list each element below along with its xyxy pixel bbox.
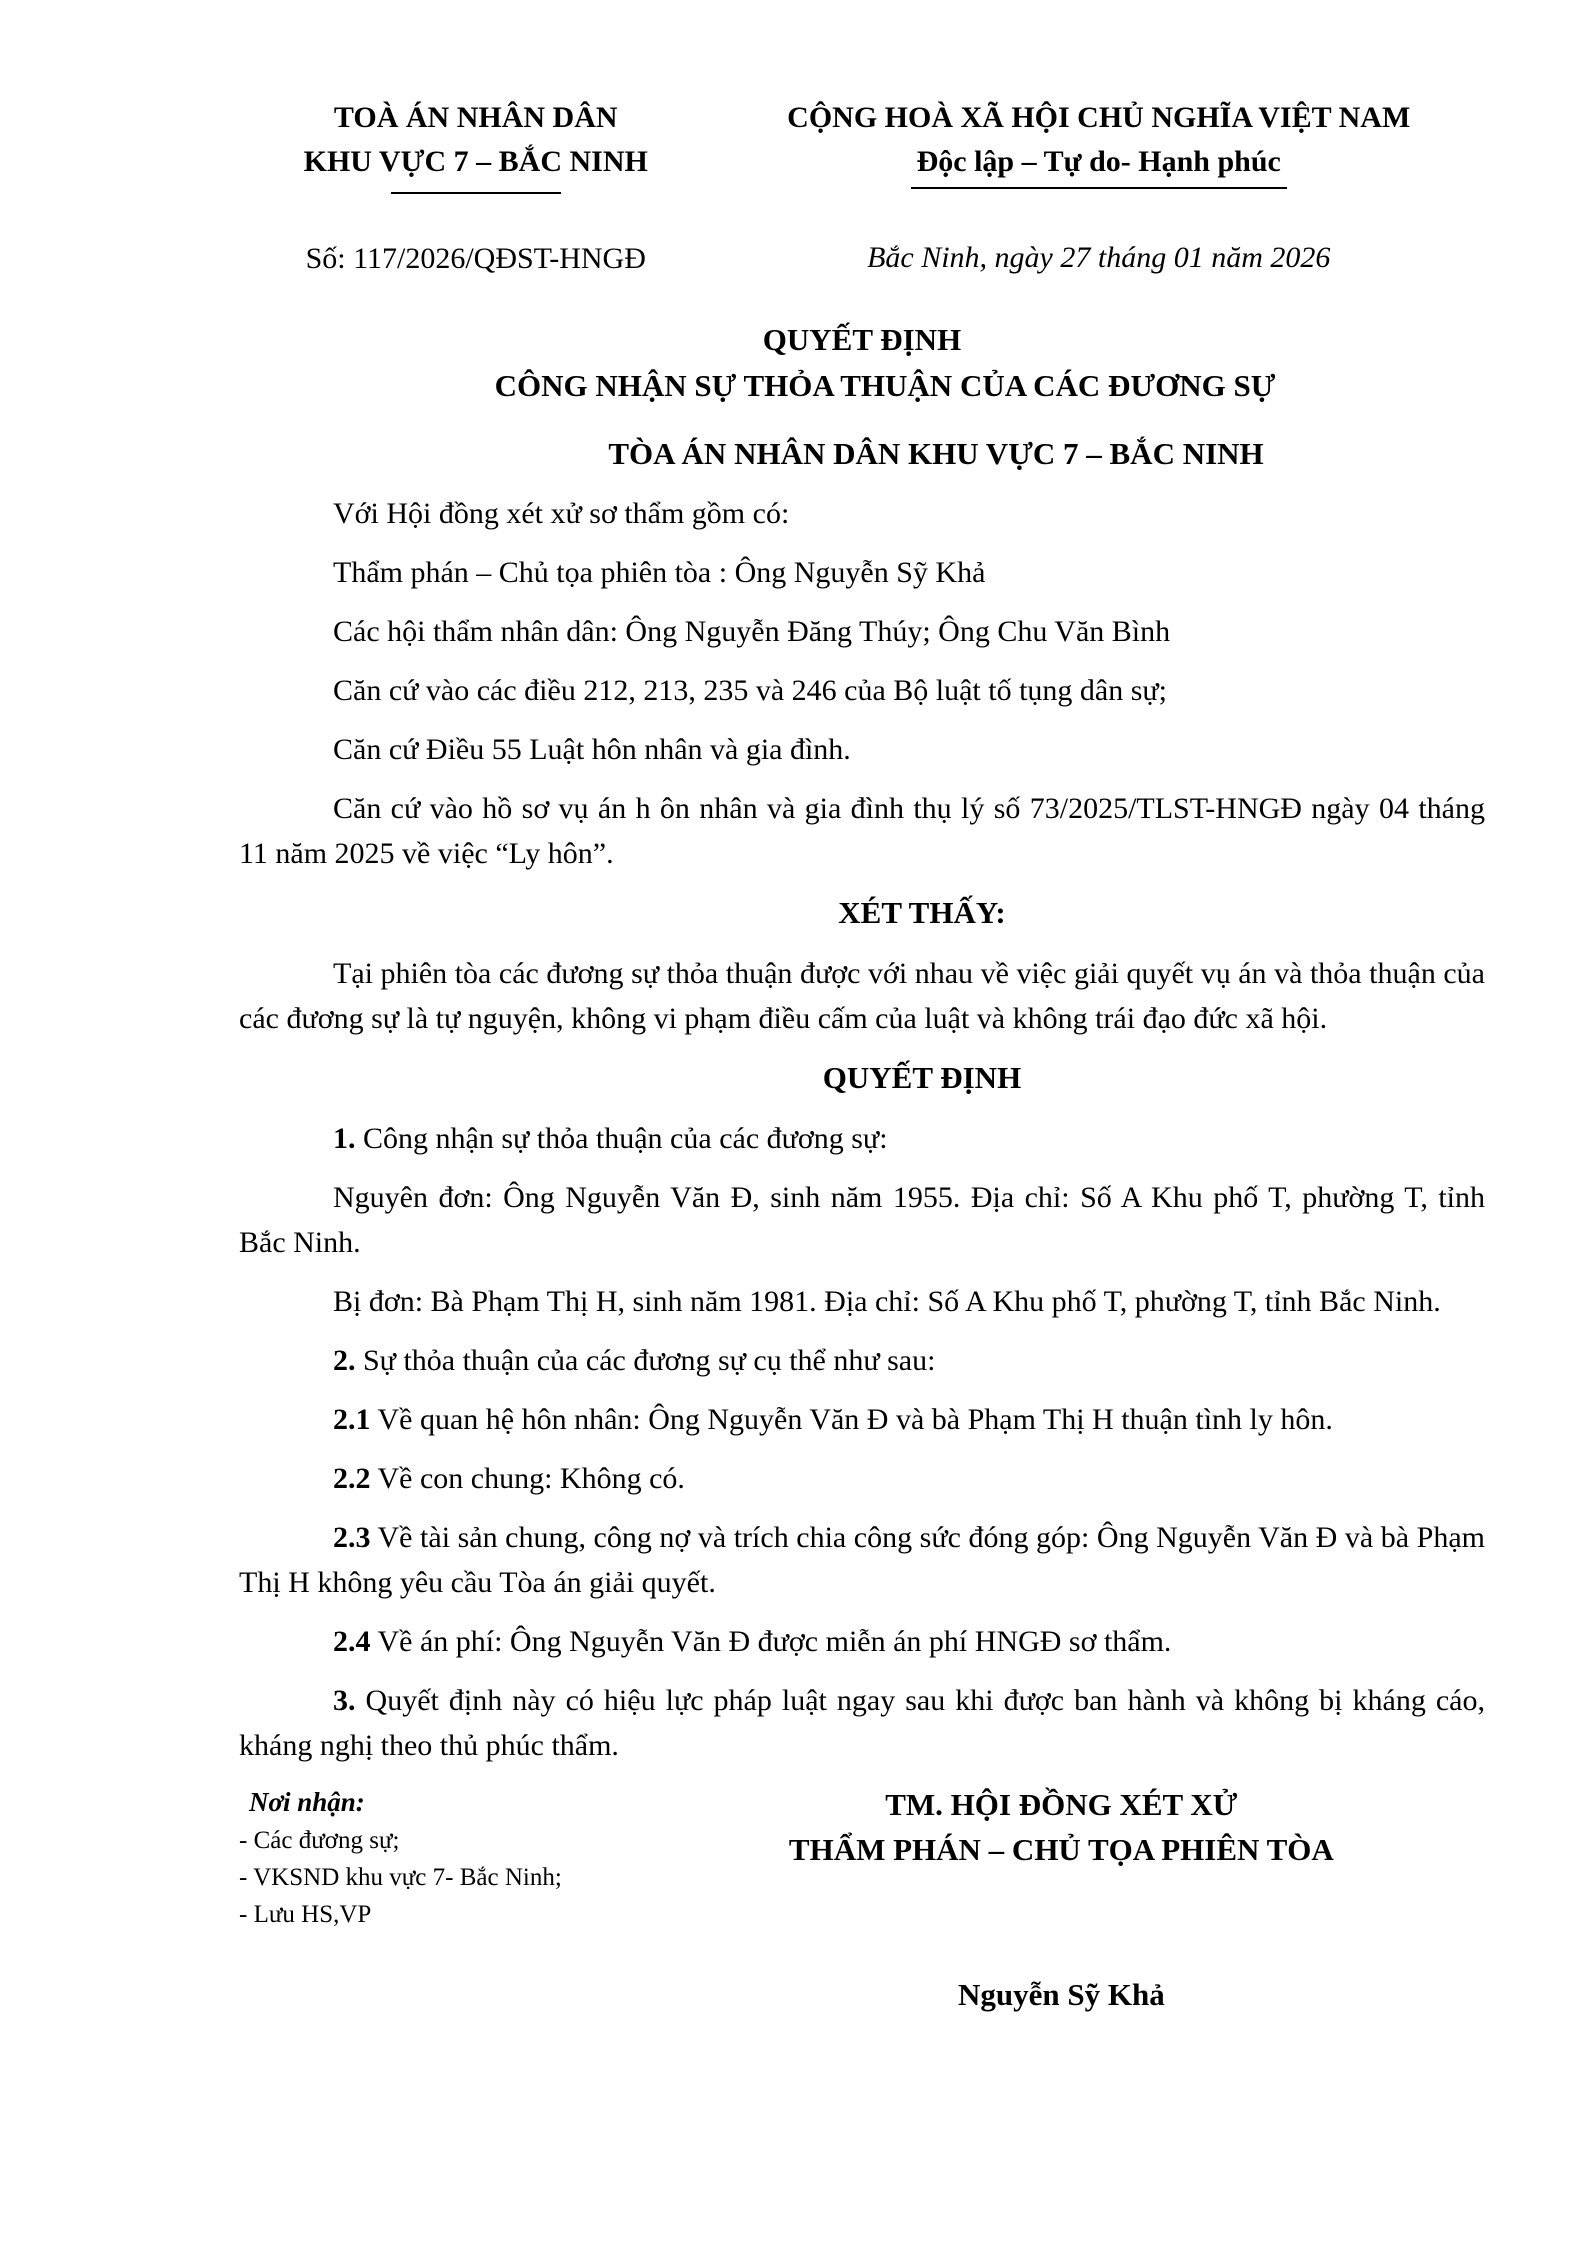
intro-paragraph: Căn cứ vào các điều 212, 213, 235 và 246 của Bộ luật tố tụng dân sự; xyxy=(333,674,1168,707)
intro-paragraph: Thẩm phán – Chủ tọa phiên tòa : Ông Nguyễn Sỹ Khả xyxy=(333,556,986,589)
decision-item xyxy=(239,1515,1485,1605)
recipient-item: - Lưu HS,VP xyxy=(239,1901,372,1928)
decision-heading: QUYẾT ĐỊNH xyxy=(822,1060,1022,1095)
court-name-line2: KHU VỰC 7 – BẮC NINH xyxy=(303,145,648,178)
decision-item xyxy=(239,1678,1485,1768)
recipient-item: - VKSND khu vực 7- Bắc Ninh; xyxy=(239,1864,562,1891)
decision-item xyxy=(239,1279,1485,1324)
document-number: Số: 117/2026/QĐST-HNGĐ xyxy=(305,242,646,275)
consideration-heading: XÉT THẤY: xyxy=(838,895,1006,930)
decision-item-text: Công nhận sự thỏa thuận của các đương sự: xyxy=(355,1122,888,1155)
decision-item xyxy=(239,1338,1485,1383)
signature-authority-line2: THẨM PHÁN – CHỦ TỌA PHIÊN TÒA xyxy=(788,1832,1334,1867)
decision-section xyxy=(239,1055,1485,1768)
decision-item-number: 2. xyxy=(333,1344,356,1377)
decision-item-text: Về quan hệ hôn nhân: Ông Nguyễn Văn Đ và bà Phạm Thị H thuận tình ly hôn. xyxy=(370,1403,1333,1436)
decision-item-number: 2.3 xyxy=(333,1521,371,1554)
intro-paragraph: Căn cứ Điều 55 Luật hôn nhân và gia đình. xyxy=(333,733,851,766)
decision-item-number: 3. xyxy=(333,1684,356,1717)
recipients-block xyxy=(239,1782,638,2017)
place-date-line: Bắc Ninh, ngày 27 tháng 01 năm 2026 xyxy=(867,241,1331,274)
decision-item-text: Về án phí: Ông Nguyễn Văn Đ được miễn án phí HNGĐ sơ thẩm. xyxy=(370,1625,1172,1658)
document-title-line1: QUYẾT ĐỊNH xyxy=(762,322,962,357)
decision-item-text: Bị đơn: Bà Phạm Thị H, sinh năm 1981. Địa chỉ: Số A Khu phố T, phường T, tỉnh Bắc Ninh. xyxy=(333,1285,1441,1318)
national-motto: Độc lập – Tự do- Hạnh phúc xyxy=(911,143,1287,189)
title-block xyxy=(239,317,1485,477)
document-footer xyxy=(239,1782,1485,2017)
intro-section xyxy=(239,491,1485,876)
document-header xyxy=(239,96,1485,281)
consideration-section xyxy=(239,890,1485,1041)
signature-block xyxy=(638,1782,1485,2017)
judge-name: Nguyễn Sỹ Khả xyxy=(957,1977,1165,2012)
intro-paragraph: Các hội thẩm nhân dân: Ông Nguyễn Đăng Thúy; Ông Chu Văn Bình xyxy=(333,615,1171,648)
court-underline-rule xyxy=(391,192,561,194)
decision-item xyxy=(239,1116,1485,1161)
intro-paragraph: Với Hội đồng xét xử sơ thẩm gồm có: xyxy=(333,497,790,530)
decision-item-text: Sự thỏa thuận của các đương sự cụ thể như sau: xyxy=(355,1344,936,1377)
court-name-line1: TOÀ ÁN NHÂN DÂN xyxy=(333,101,618,134)
decision-item-number: 2.1 xyxy=(333,1403,371,1436)
decision-item-text: Về con chung: Không có. xyxy=(370,1462,685,1495)
motto-wrap xyxy=(712,140,1485,189)
recipient-item: - Các đương sự; xyxy=(239,1827,400,1854)
decision-item xyxy=(239,1175,1485,1265)
decision-item-text: Nguyên đơn: Ông Nguyễn Văn Đ, sinh năm 1955. Địa chỉ: Số A Khu phố T, phường T, tỉnh Bắc Ninh. xyxy=(239,1181,1485,1259)
document-title-line2: CÔNG NHẬN SỰ THỎA THUẬN CỦA CÁC ĐƯƠNG SỰ xyxy=(494,368,1276,403)
decision-item xyxy=(239,1619,1485,1664)
signature-authority-line1: TM. HỘI ĐỒNG XÉT XỬ xyxy=(885,1787,1238,1822)
decision-item-text: Về tài sản chung, công nợ và trích chia công sức đóng góp: Ông Nguyễn Văn Đ và bà Phạm Thị H không yêu cầu Tòa án giải quyết. xyxy=(239,1521,1485,1599)
national-header-block xyxy=(712,96,1485,281)
consideration-paragraph: Tại phiên tòa các đương sự thỏa thuận được với nhau về việc giải quyết vụ án và thỏa thuận của các đương sự là tự nguyện, không vi phạm điều cấm của luật và không trái đạo đức xã hội. xyxy=(239,957,1485,1035)
decision-item xyxy=(239,1456,1485,1501)
decision-item-number: 2.2 xyxy=(333,1462,371,1495)
issuing-court-block xyxy=(239,96,712,281)
intro-paragraph: Căn cứ vào hồ sơ vụ án h ôn nhân và gia đình thụ lý số 73/2025/TLST-HNGĐ ngày 04 tháng 11 năm 2025 về việc “Ly hôn”. xyxy=(239,792,1485,870)
decision-item xyxy=(239,1397,1485,1442)
document-title-line3: TÒA ÁN NHÂN DÂN KHU VỰC 7 – BẮC NINH xyxy=(608,436,1264,471)
decision-item-number: 2.4 xyxy=(333,1625,371,1658)
decision-item-number: 1. xyxy=(333,1122,356,1155)
country-name: CỘNG HOÀ XÃ HỘI CHỦ NGHĨA VIỆT NAM xyxy=(787,101,1411,134)
decision-item-text: Quyết định này có hiệu lực pháp luật ngay sau khi được ban hành và không bị kháng cáo, kháng nghị theo thủ phúc thẩm. xyxy=(239,1684,1485,1762)
recipients-heading: Nơi nhận: xyxy=(249,1787,365,1817)
